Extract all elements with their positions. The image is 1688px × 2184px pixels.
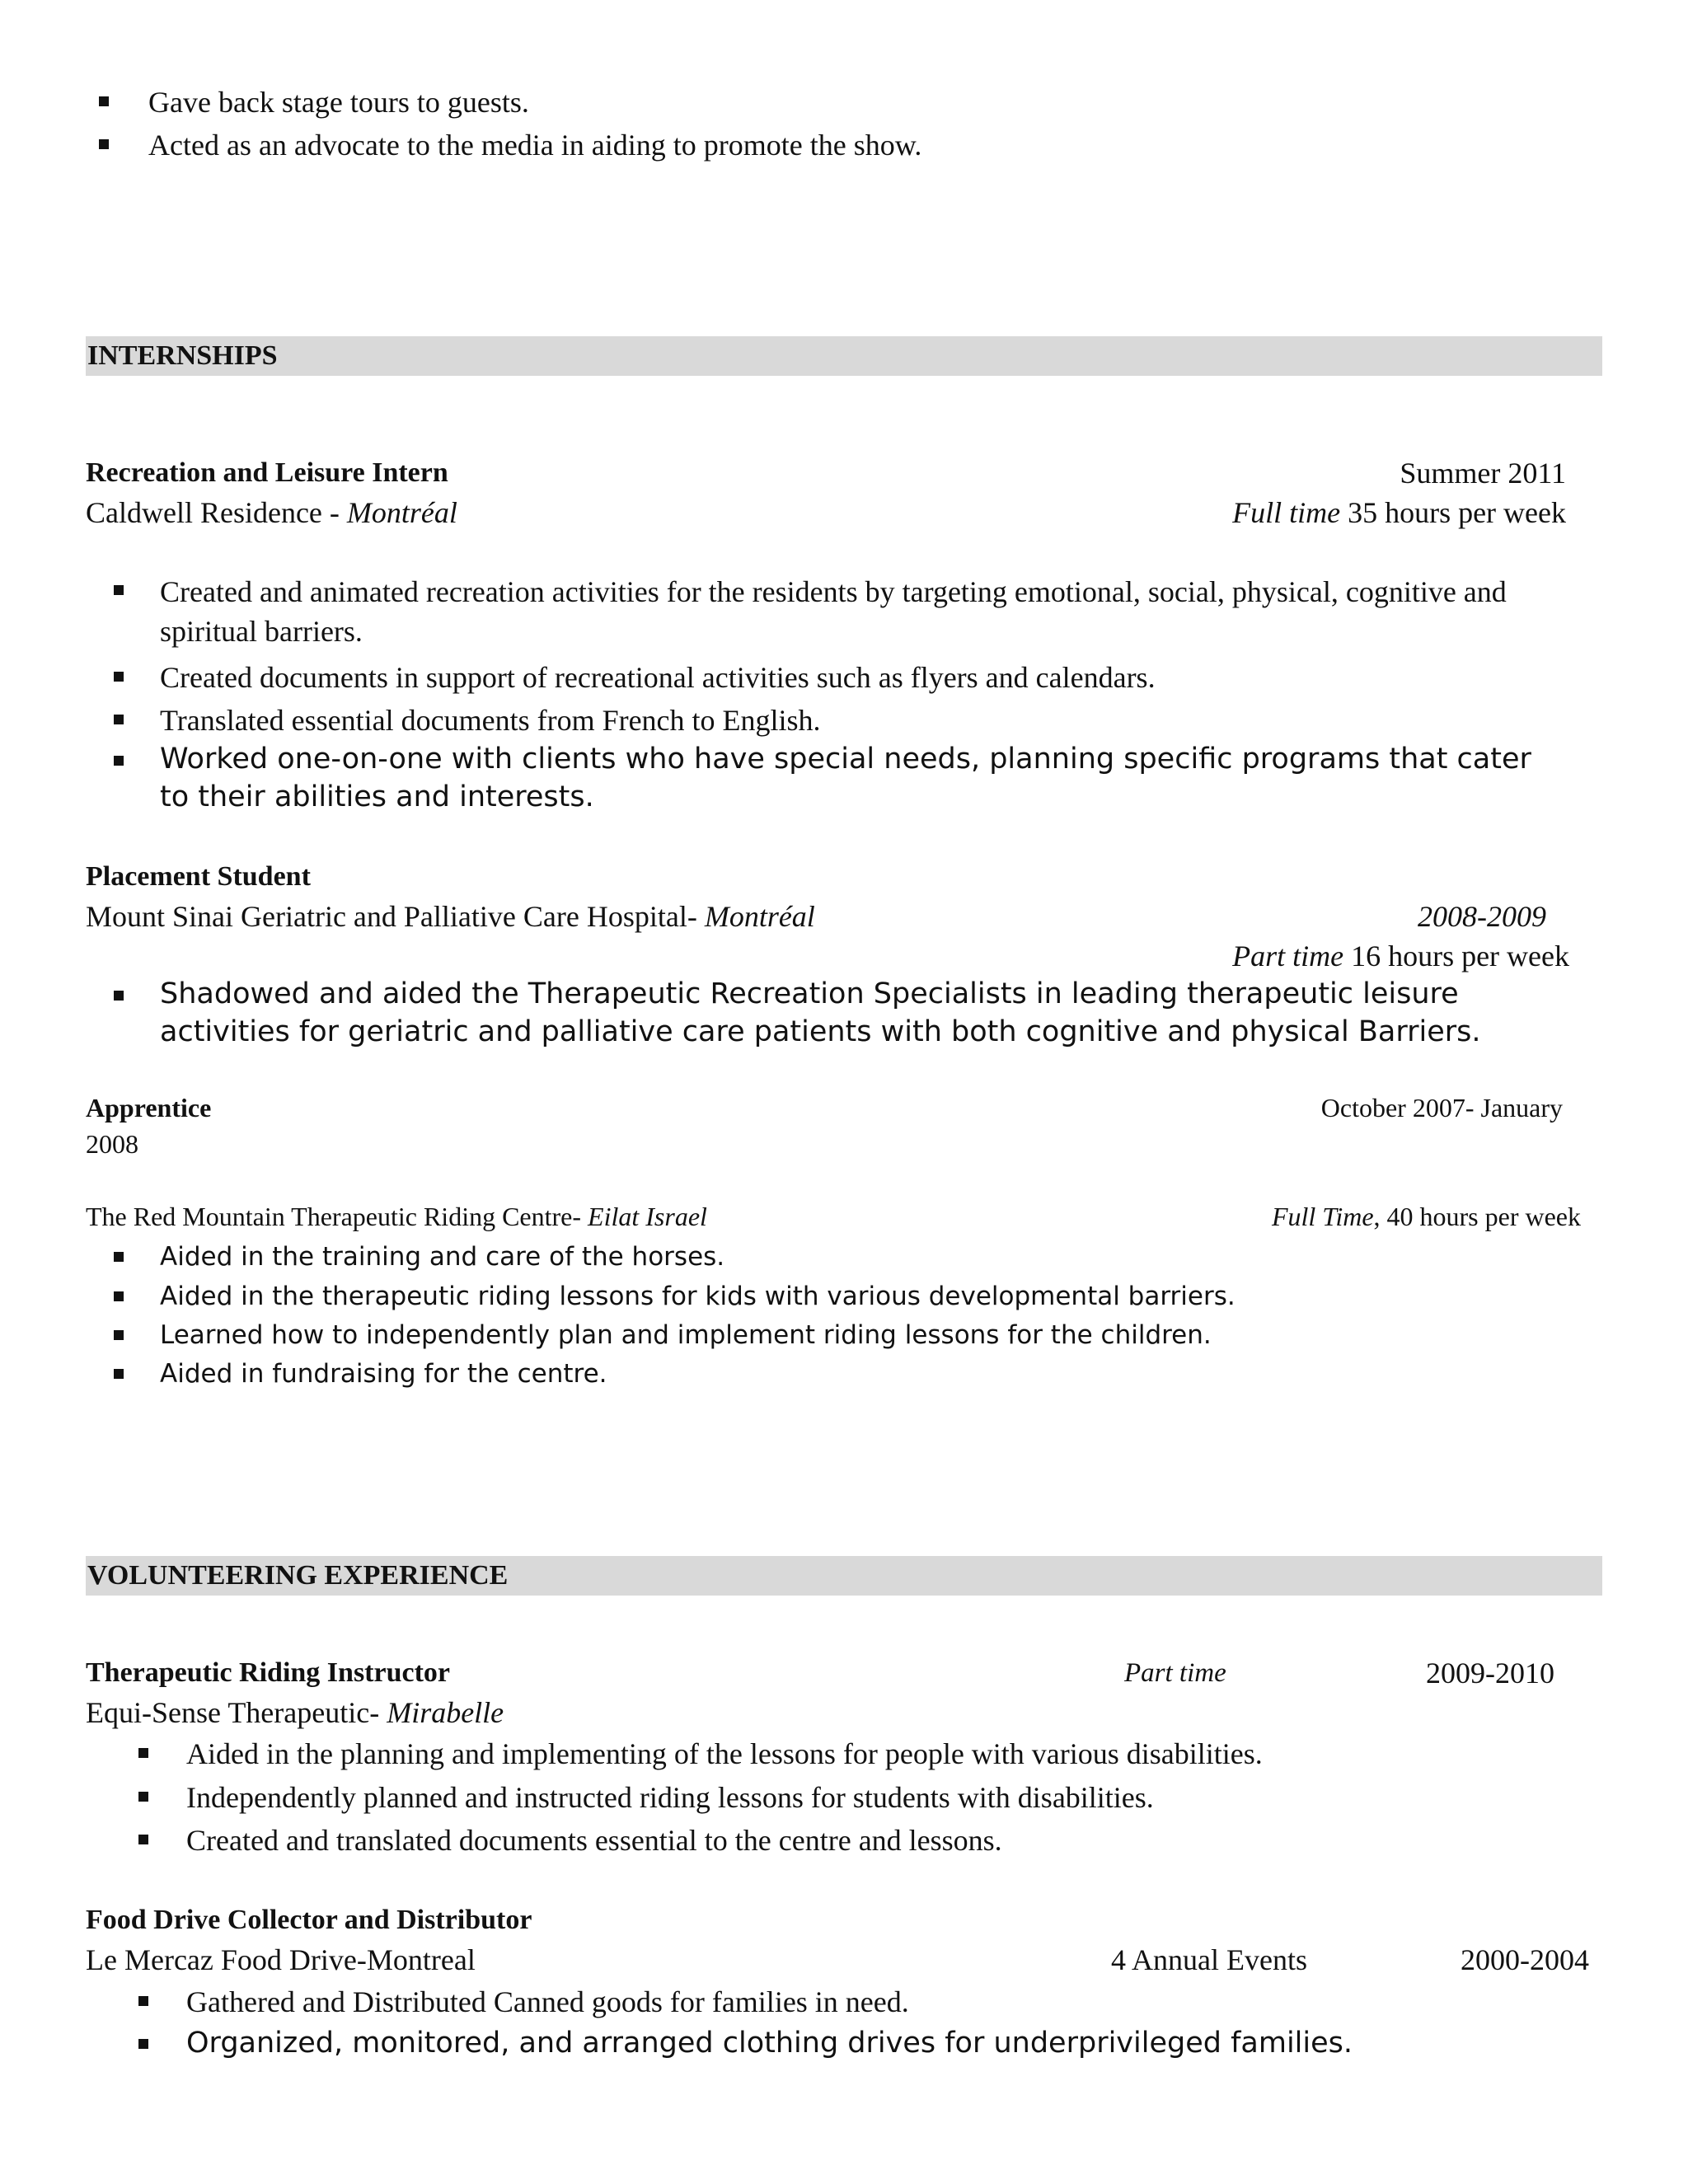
hours-type: Full Time bbox=[1271, 1202, 1374, 1231]
job-date-continued: 2008 bbox=[86, 1129, 138, 1159]
bullet-marker bbox=[138, 1748, 148, 1758]
bullet-marker bbox=[114, 1291, 124, 1301]
job-title: Food Drive Collector and Distributor bbox=[86, 1905, 532, 1935]
hours-type: Part time bbox=[1232, 940, 1344, 972]
job-date: October 2007- January bbox=[1320, 1093, 1563, 1122]
bullet-marker bbox=[114, 1252, 124, 1262]
org-location: Montréal bbox=[346, 496, 457, 529]
job-organization bbox=[86, 1693, 504, 1732]
job-organization bbox=[86, 493, 457, 532]
hours-type: Part time bbox=[1124, 1658, 1226, 1688]
bullet-marker bbox=[114, 715, 124, 724]
job-bullet: Gathered and Distributed Canned goods for families in need. bbox=[186, 1985, 909, 2018]
hours-value: 35 hours per week bbox=[1340, 496, 1566, 529]
bullet-marker bbox=[114, 672, 124, 682]
job-bullet: Translated essential documents from French to English. bbox=[160, 704, 821, 737]
event-count: 4 Annual Events bbox=[1111, 1943, 1307, 1976]
job-bullet: Learned how to independently plan and implement riding lessons for the children. bbox=[160, 1320, 1212, 1350]
job-title: Therapeutic Riding Instructor bbox=[86, 1657, 450, 1688]
job-organization: Le Mercaz Food Drive-Montreal bbox=[86, 1943, 476, 1976]
job-bullet: Aided in the therapeutic riding lessons for kids with various developmental barriers. bbox=[160, 1282, 1236, 1311]
org-location: Mirabelle bbox=[387, 1696, 504, 1729]
section-title: INTERNSHIPS bbox=[87, 340, 278, 371]
bullet-marker bbox=[138, 1835, 148, 1844]
bullet-marker bbox=[99, 139, 109, 149]
job-title: Apprentice bbox=[86, 1093, 212, 1122]
job-bullet: Created and animated recreation activities for the residents by targeting emotional, social, physical, cognitive and spiritual barriers. bbox=[160, 575, 1507, 648]
bullet-marker bbox=[99, 96, 109, 106]
job-bullet: Shadowed and aided the Therapeutic Recreation Specialists in leading therapeutic leisure activities for geriatric and palliative care patients with both cognitive and physical Barriers. bbox=[160, 977, 1481, 1048]
bullet-marker bbox=[114, 1369, 124, 1379]
job-title: Recreation and Leisure Intern bbox=[86, 457, 448, 488]
job-hours bbox=[1232, 493, 1566, 532]
job-bullet: Aided in the planning and implementing of the lessons for people with various disabilities. bbox=[186, 1737, 1263, 1770]
job-bullet: Organized, monitored, and arranged clothing drives for underprivileged families. bbox=[186, 2027, 1353, 2060]
job-organization bbox=[86, 897, 815, 936]
bullet-marker bbox=[114, 756, 124, 766]
bullet-marker bbox=[114, 991, 124, 1001]
top-bullet-text: Acted as an advocate to the media in aiding to promote the show. bbox=[148, 129, 922, 162]
org-name: Caldwell Residence - bbox=[86, 496, 347, 529]
job-bullet: Created documents in support of recreational activities such as flyers and calendars. bbox=[160, 661, 1156, 694]
top-bullet-text: Gave back stage tours to guests. bbox=[148, 86, 529, 119]
job-bullet: Aided in the training and care of the horses. bbox=[160, 1242, 725, 1272]
volunteering-section-header bbox=[86, 1556, 1602, 1596]
org-name: Equi-Sense Therapeutic- bbox=[86, 1696, 387, 1729]
bullet-marker bbox=[138, 2039, 148, 2049]
org-name: The Red Mountain Therapeutic Riding Centre- bbox=[86, 1202, 588, 1231]
org-location: Montréal bbox=[704, 900, 815, 933]
section-title: VOLUNTEERING EXPERIENCE bbox=[87, 1560, 509, 1591]
job-bullet: Created and translated documents essential to the centre and lessons. bbox=[186, 1824, 1002, 1857]
org-name: Mount Sinai Geriatric and Palliative Care Hospital- bbox=[86, 900, 705, 933]
job-bullet: Aided in fundraising for the centre. bbox=[160, 1359, 607, 1389]
job-date: 2000-2004 bbox=[1461, 1943, 1589, 1976]
bullet-marker bbox=[114, 585, 124, 595]
bullet-marker bbox=[114, 1330, 124, 1340]
bullet-marker bbox=[138, 1792, 148, 1802]
hours-value: , 40 hours per week bbox=[1373, 1202, 1581, 1231]
internships-section-header bbox=[86, 336, 1602, 376]
job-title: Placement Student bbox=[86, 861, 311, 892]
job-organization bbox=[86, 1198, 707, 1235]
org-location: Eilat Israel bbox=[588, 1202, 707, 1231]
job-date: 2009-2010 bbox=[1426, 1657, 1554, 1690]
hours-type: Full time bbox=[1232, 496, 1341, 529]
job-date: Summer 2011 bbox=[1400, 457, 1566, 490]
job-hours bbox=[1232, 936, 1569, 976]
job-bullet: Worked one-on-one with clients who have special needs, planning specific programs that cater to their abilities and interests. bbox=[160, 743, 1531, 813]
hours-value: 16 hours per week bbox=[1343, 940, 1569, 972]
job-bullet: Independently planned and instructed riding lessons for students with disabilities. bbox=[186, 1781, 1154, 1814]
job-hours bbox=[1272, 1198, 1581, 1235]
bullet-marker bbox=[138, 1996, 148, 2006]
job-date: 2008-2009 bbox=[1418, 900, 1546, 933]
